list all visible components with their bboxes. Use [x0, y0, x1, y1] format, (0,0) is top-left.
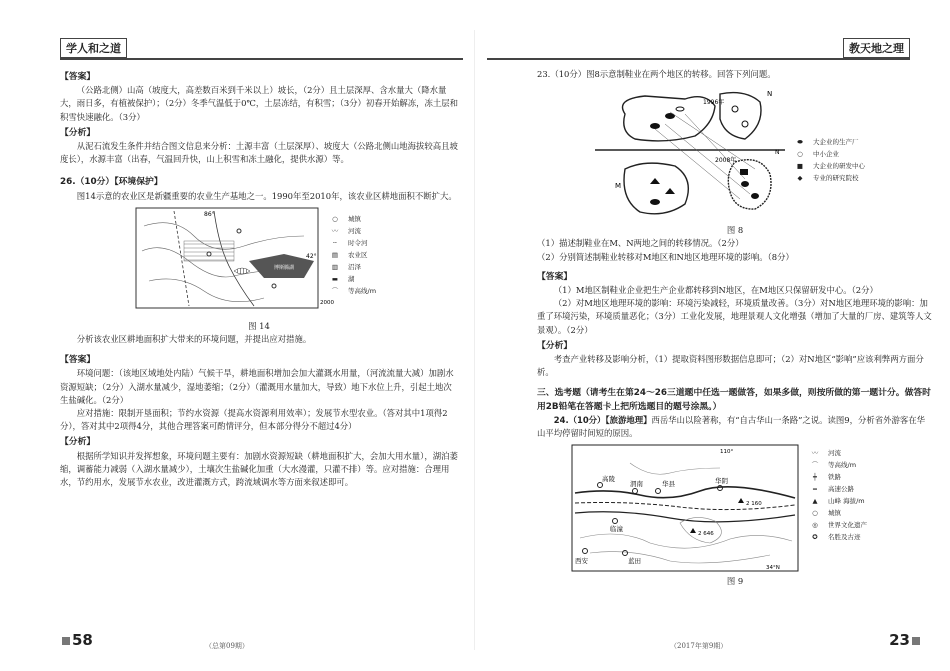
figure-9-peak-1: 2 646: [698, 531, 714, 538]
figure-8-legend: [791, 136, 865, 184]
analysis-2-label: 【分析】: [60, 437, 96, 448]
question-24-title: 24.（10分）【旅游地理】: [553, 414, 652, 425]
figure-14: [134, 206, 384, 318]
analysis-2-text: 根据所学知识并发挥想象，环境问题主要有：加剧水资源短缺（耕地面积扩大，会加大用水量），湖泊萎缩，调蓄能力减弱（入湖水量减少），土壤次生盐碱化加重（大水漫灌，只灌不排）等。应对措施：合理用水，节约用水，发展节水农业，改进灌溉方式，跨流域调水等方面来叙述即可。: [60, 450, 458, 488]
right-column: [537, 68, 933, 588]
left-footer: （总第09期）: [205, 642, 249, 650]
figure-9-caption: 图 9: [726, 576, 744, 587]
answer-23-label: 【答案】: [537, 271, 573, 282]
figure-8-map: [595, 84, 785, 222]
question-23-title: 23.（10分）图8示意制鞋业在两个地区的转移。回答下列问题。: [537, 69, 776, 79]
figure-14-latitude: 42°: [306, 252, 317, 260]
answer-23-text-1: （1）M地区制鞋业企业把生产企业都转移到N地区，在M地区只保留研发中心。（2分）: [553, 285, 878, 296]
legend-river-9: 〰 河流: [811, 448, 841, 457]
figure-9-place-huayin: 华阴: [715, 477, 728, 486]
legend-seasonal-river: ╌ 时令河: [333, 239, 368, 248]
left-header: [60, 36, 463, 60]
answer-label: 【答案】: [60, 72, 96, 82]
answer-23-text-2: （2）对M地区地理环境的影响：环境污染减轻，环境质量改善。（3分）对N地区地理环境的影响：加重了环境污染，环境质量恶化；（3分）工业化发展，地理景观人文化增强（增加了大量的厂房、建筑等人文景观）。（2分）: [537, 298, 932, 335]
answer-2b-text: 应对措施：限制开垦面积；节约水资源（提高水资源利用效率）；发展节水型农业。（答对其中1项得2分），答对其中2项得4分，其他合理答案可酌情评分，但本部分得分不超过4分）: [60, 408, 448, 432]
figure-14-lake-label: 博斯腾湖: [274, 264, 295, 271]
right-header: [487, 36, 910, 60]
answer-2-label: 【答案】: [60, 355, 96, 366]
legend-river: 〰 河流: [331, 227, 361, 236]
analysis-23-text: 考查产业转移及影响分析，（1）提取资料图形数据信息即可；（2）对N地区“影响”应该利弊两方面分析。: [537, 354, 924, 378]
figure-9-map: [570, 443, 800, 573]
question-26-text: 图14示意的农业区是新疆重要的农业生产基地之一。1990年至2010年，该农业区耕地面积不断扩大。: [76, 190, 457, 201]
figure-9-peak-2: 2 160: [746, 501, 762, 508]
answer-2-text: 环境问题：（该地区域地处内陆）气候干旱，耕地面积增加会加大灌溉水用量，（河流流量大减）加剧水资源短缺；（2分）入湖水量减少，湿地萎缩；（2分）（灌溉用水量加大，导致）地下水位上升，引起土地次生盐碱化。（2分）: [60, 368, 454, 405]
question-24: [537, 414, 933, 440]
analysis-23-label: 【分析】: [537, 340, 573, 351]
figure-9-place-lantian: 蓝田: [628, 557, 641, 566]
right-page-number: 23: [889, 631, 922, 649]
left-column: [60, 68, 458, 489]
figure-9: [570, 443, 900, 573]
legend-lake: ▬ 湖: [331, 275, 355, 284]
legend-peak: ▲ 山峰 海拔/m: [812, 496, 865, 505]
legend-large-factory: ⬬ 大企业的生产厂: [797, 137, 859, 146]
figure-9-place-weinan: 渭南: [630, 480, 643, 489]
legend-town: ○ 城镇: [332, 215, 361, 224]
legend-contour-9: ⌒ 等高线/m: [811, 460, 857, 469]
figure-8-m-label: M: [615, 182, 622, 191]
section-3-heading: 三、选考题（请考生在第24～26三道题中任选一题做答，如果多做，则按所做的第一题计分。做答时用2B铅笔在答题卡上把所选题目的题号涂黑。）: [537, 388, 931, 412]
legend-rd-center: ■ 大企业的研发中心: [796, 161, 865, 170]
legend-scenic-site: ✪ 名胜及古迹: [812, 532, 861, 541]
question-24-text: 西岳华山以险著称，有“自古华山一条路”之说。读图9，分析省外游客在华山平均停留时间短的原因。: [537, 414, 925, 439]
figure-9-latitude: 34°N: [766, 565, 780, 572]
figure-9-place-xian: 西安: [575, 557, 588, 566]
figure-9-place-gaoling: 高陵: [602, 475, 615, 484]
figure-8-n-label: N: [767, 90, 773, 99]
figure-14-contour-label: 2000: [320, 299, 334, 306]
figure-14-caption: 图 14: [248, 320, 270, 331]
analysis-label: 【分析】: [60, 127, 96, 138]
legend-sme: ○ 中小企业: [797, 149, 839, 158]
question-26-ask: 分析该农业区耕地面积扩大带来的环境问题，并提出应对措施。: [76, 334, 312, 345]
figure-9-legend: [806, 447, 867, 543]
question-26-title: 26.（10分）【环境保护】: [60, 177, 163, 188]
question-23-part-2: （2）分别简述制鞋业转移对M地区和N地区地理环境的影响。（8分）: [537, 251, 794, 262]
right-footer: （2017年第9期）: [670, 642, 728, 650]
figure-8-caption: 图 8: [726, 225, 744, 236]
figure-8-year-1996: 1996年: [703, 99, 725, 107]
analysis-text: 从泥石流发生条件并结合图文信息来分析：土源丰富（土层深厚）、坡度大（公路北侧山地海拔较高且坡度长），水源丰富（出春，气温回升快，山上积雪和冻土融化，提供水源）等。: [60, 141, 458, 165]
figure-9-place-huaxian: 华县: [662, 480, 675, 489]
figure-9-longitude: 110°: [720, 449, 734, 456]
legend-contour: ⌒ 等高线/m: [331, 287, 377, 296]
legend-expressway: ═ 高速公路: [813, 484, 854, 493]
figure-14-legend: [326, 214, 376, 298]
legend-institute: ◆ 专业的研究院校: [797, 173, 859, 182]
legend-agri-area: ▤ 农业区: [331, 251, 368, 260]
figure-8: [595, 84, 875, 222]
question-23-part-1: （1）描述制鞋业在M、N两地之间的转移情况。（2分）: [537, 238, 744, 249]
legend-marsh: ▥ 沼泽: [331, 263, 361, 272]
left-page-number: 58: [60, 631, 93, 649]
legend-town-9: ○ 城镇: [812, 508, 841, 517]
right-header-tag: 教天地之理: [843, 38, 910, 58]
figure-8-n-small: N: [775, 149, 780, 157]
figure-14-longitude: 86°: [204, 210, 215, 218]
left-header-tag: 学人和之道: [60, 38, 127, 58]
answer-text: （公路北侧）山高（坡度大，高差数百米到千米以上）坡长，（2分）且土层深厚、含水量大（降水量大，雨日多，有植被保护）；（2分）冬季气温低于0℃，土层冻结，有积雪；（3分）初春开始解冻，冻土层和积雪快速融化。（3分）: [60, 85, 459, 122]
legend-railway: ┿ 铁路: [813, 472, 841, 481]
legend-world-heritage: ◎ 世界文化遗产: [812, 520, 867, 529]
figure-8-year-2008: 2008年: [715, 157, 737, 165]
right-page: [475, 0, 950, 671]
figure-9-place-lintong: 临潼: [610, 525, 623, 534]
